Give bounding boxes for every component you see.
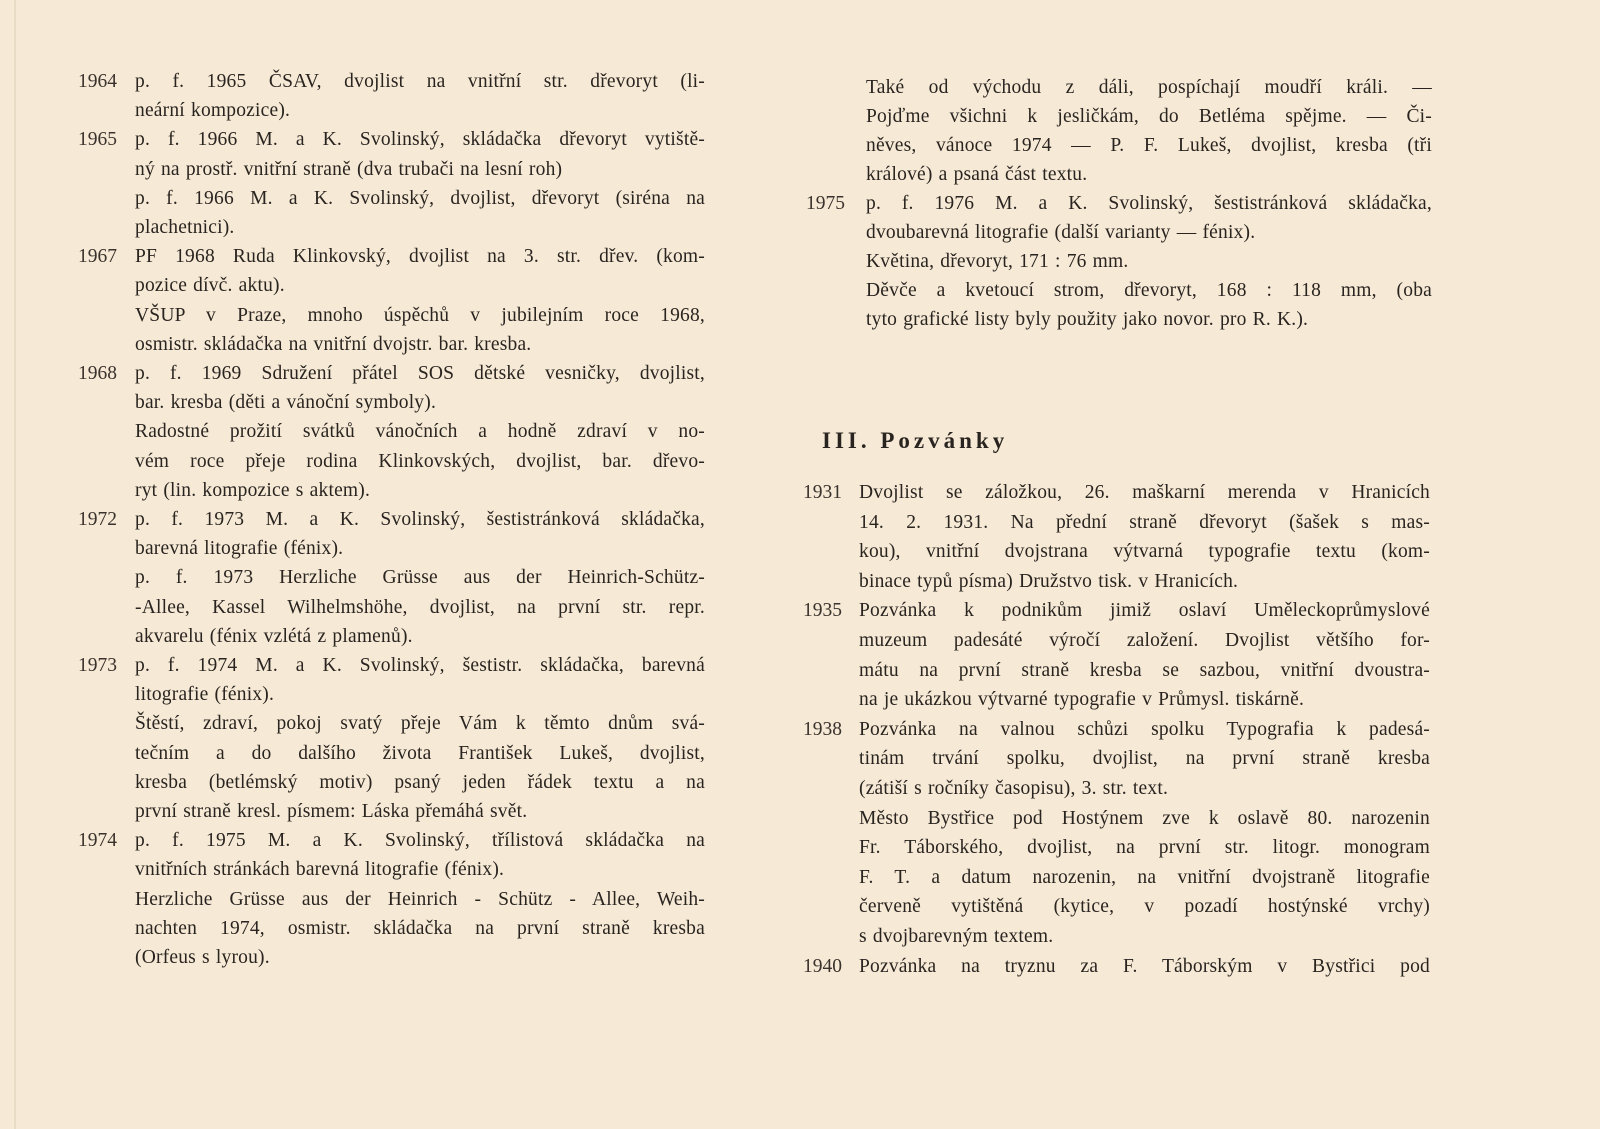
text-line: (Orfeus s lyrou). <box>135 947 270 968</box>
entry-year: 1965 <box>78 129 117 151</box>
entry-year: 1964 <box>78 71 117 92</box>
text-line: mátu na první straně kresba se sazbou, vnitřní dvoustra- <box>859 659 1430 681</box>
entry-year: 1968 <box>78 363 117 384</box>
text-line: první straně kresl. písmem: Láska přemáhá svět. <box>135 801 528 822</box>
text-line: 14. 2. 1931. Na přední straně dřevoryt (šašek s mas- <box>859 511 1430 533</box>
entry-year: 1938 <box>803 718 842 740</box>
text-line: Pozvánka na tryznu za F. Táborským v Bystřici pod <box>859 955 1430 977</box>
text-line: p. f. 1974 M. a K. Svolinský, šestistr. skládačka, barevná <box>135 655 705 676</box>
text-line: ryt (lin. kompozice s aktem). <box>135 479 371 501</box>
entry-year: 1935 <box>803 600 842 622</box>
text-line: barevná litografie (fénix). <box>135 538 344 560</box>
text-line: neární kompozice). <box>135 100 291 122</box>
text-line: pozice dívč. aktu). <box>135 275 285 297</box>
text-line: kou), vnitřní dvojstrana výtvarná typografie textu (kom- <box>859 541 1430 563</box>
text-line: VŠUP v Praze, mnoho úspěchů v jubilejním roce 1968, <box>135 304 705 326</box>
text-line: Herzliche Grüsse aus der Heinrich - Schütz - Allee, Weih- <box>135 888 705 910</box>
text-line: p. f. 1975 M. a K. Svolinský, třílistová skládačka na <box>135 830 705 852</box>
text-line: nachten 1974, osmistr. skládačka na první straně kresba <box>135 917 705 939</box>
entry-year: 1975 <box>806 193 845 214</box>
text-line: Také od východu z dáli, pospíchají moudří králi. — <box>866 77 1432 98</box>
text-line: Květina, dřevoryt, 171 : 76 mm. <box>866 251 1129 272</box>
text-line: plachetnici). <box>135 217 235 238</box>
page-edge <box>14 0 16 1129</box>
entry-year: 1931 <box>803 482 842 503</box>
text-line: binace typů písma) Družstvo tisk. v Hranicích. <box>859 570 1239 592</box>
text-line: králové) a psaná část textu. <box>866 164 1088 185</box>
text-line: na je ukázkou výtvarné typografie v Průmysl. tiskárně. <box>859 689 1305 711</box>
text-line: vnitřních stránkách barevná litografie (fénix). <box>135 859 505 881</box>
text-line: p. f. 1976 M. a K. Svolinský, šestistránková skládačka, <box>866 193 1432 214</box>
text-line: tečním a do dalšího života František Lukeš, dvojlist, <box>135 742 705 764</box>
text-line: Pozvánka k podnikům jimiž oslaví Uměleckoprůmyslové <box>859 600 1430 622</box>
text-line: červeně vytištěná (kytice, v pozadí hostýnské vrchy) <box>859 896 1430 918</box>
text-line: bar. kresba (děti a vánoční symboly). <box>135 392 437 414</box>
text-line: p. f. 1966 M. a K. Svolinský, skládačka dřevoryt vytiště- <box>135 129 705 151</box>
text-line: muzeum padesáté výročí založení. Dvojlist většího for- <box>859 630 1430 651</box>
text-line: Štěstí, zdraví, pokoj svatý přeje Vám k těmto dnům svá- <box>135 713 705 735</box>
text-line: Radostné prožití svátků vánočních a hodně zdraví v no- <box>135 421 705 443</box>
text-line: Děvče a kvetoucí strom, dřevoryt, 168 : 118 mm, (oba <box>866 280 1432 301</box>
text-line: p. f. 1973 Herzliche Grüsse aus der Heinrich-Schütz- <box>135 567 705 589</box>
entry-year: 1973 <box>78 655 117 676</box>
text-line: Fr. Táborského, dvojlist, na první str. litogr. monogram <box>859 837 1430 859</box>
text-line: Pojďme všichni k jesličkám, do Betléma spějme. — Či- <box>866 106 1432 127</box>
text-line: tyto grafické listy byly použity jako novor. pro R. K.). <box>866 309 1309 330</box>
text-line: F. T. a datum narozenin, na vnitřní dvojstraně litografie <box>859 866 1430 888</box>
text-line: Město Bystřice pod Hostýnem zve k oslavě 80. narozenin <box>859 807 1430 829</box>
text-line: p. f. 1973 M. a K. Svolinský, šestistránková skládačka, <box>135 509 705 530</box>
text-line: PF 1968 Ruda Klinkovský, dvojlist na 3. str. dřev. (kom- <box>135 246 705 268</box>
text-line: osmistr. skládačka na vnitřní dvojstr. bar. kresba. <box>135 333 532 355</box>
text-line: Dvojlist se záložkou, 26. maškarní merenda v Hranicích <box>859 482 1430 503</box>
text-line: Pozvánka na valnou schůzi spolku Typografia k padesá- <box>859 718 1430 740</box>
text-line: litografie (fénix). <box>135 684 275 706</box>
text-line: něves, vánoce 1974 — P. F. Lukeš, dvojlist, kresba (tři <box>866 135 1432 156</box>
entry-year: 1972 <box>78 509 117 530</box>
text-line: akvarelu (fénix vzlétá z plamenů). <box>135 625 413 647</box>
text-line: p. f. 1965 ČSAV, dvojlist na vnitřní str. dřevoryt (li- <box>135 71 705 92</box>
text-line: ný na prostř. vnitřní straně (dva trubači na lesní roh) <box>135 158 563 180</box>
text-line: -Allee, Kassel Wilhelmshöhe, dvojlist, na první str. repr. <box>135 596 705 618</box>
text-line: kresba (betlémský motiv) psaný jeden řádek textu a na <box>135 771 705 793</box>
text-line: p. f. 1966 M. a K. Svolinský, dvojlist, dřevoryt (siréna na <box>135 187 705 209</box>
text-line: dvoubarevná litografie (další varianty — fénix). <box>866 222 1256 243</box>
entry-year: 1967 <box>78 246 117 268</box>
text-line: p. f. 1969 Sdružení přátel SOS dětské vesničky, dvojlist, <box>135 363 705 384</box>
text-line: s dvojbarevným textem. <box>859 926 1054 947</box>
text-line: tinám trvání spolku, dvojlist, na první straně kresba <box>859 748 1430 770</box>
entry-year: 1974 <box>78 830 117 852</box>
section-heading: III. Pozvánky <box>822 428 1009 453</box>
entry-year: 1940 <box>803 955 842 977</box>
text-line: vém roce přeje rodina Klinkovských, dvojlist, bar. dřevo- <box>135 450 705 472</box>
text-line: (zátiší s ročníky časopisu), 3. str. text. <box>859 778 1169 799</box>
